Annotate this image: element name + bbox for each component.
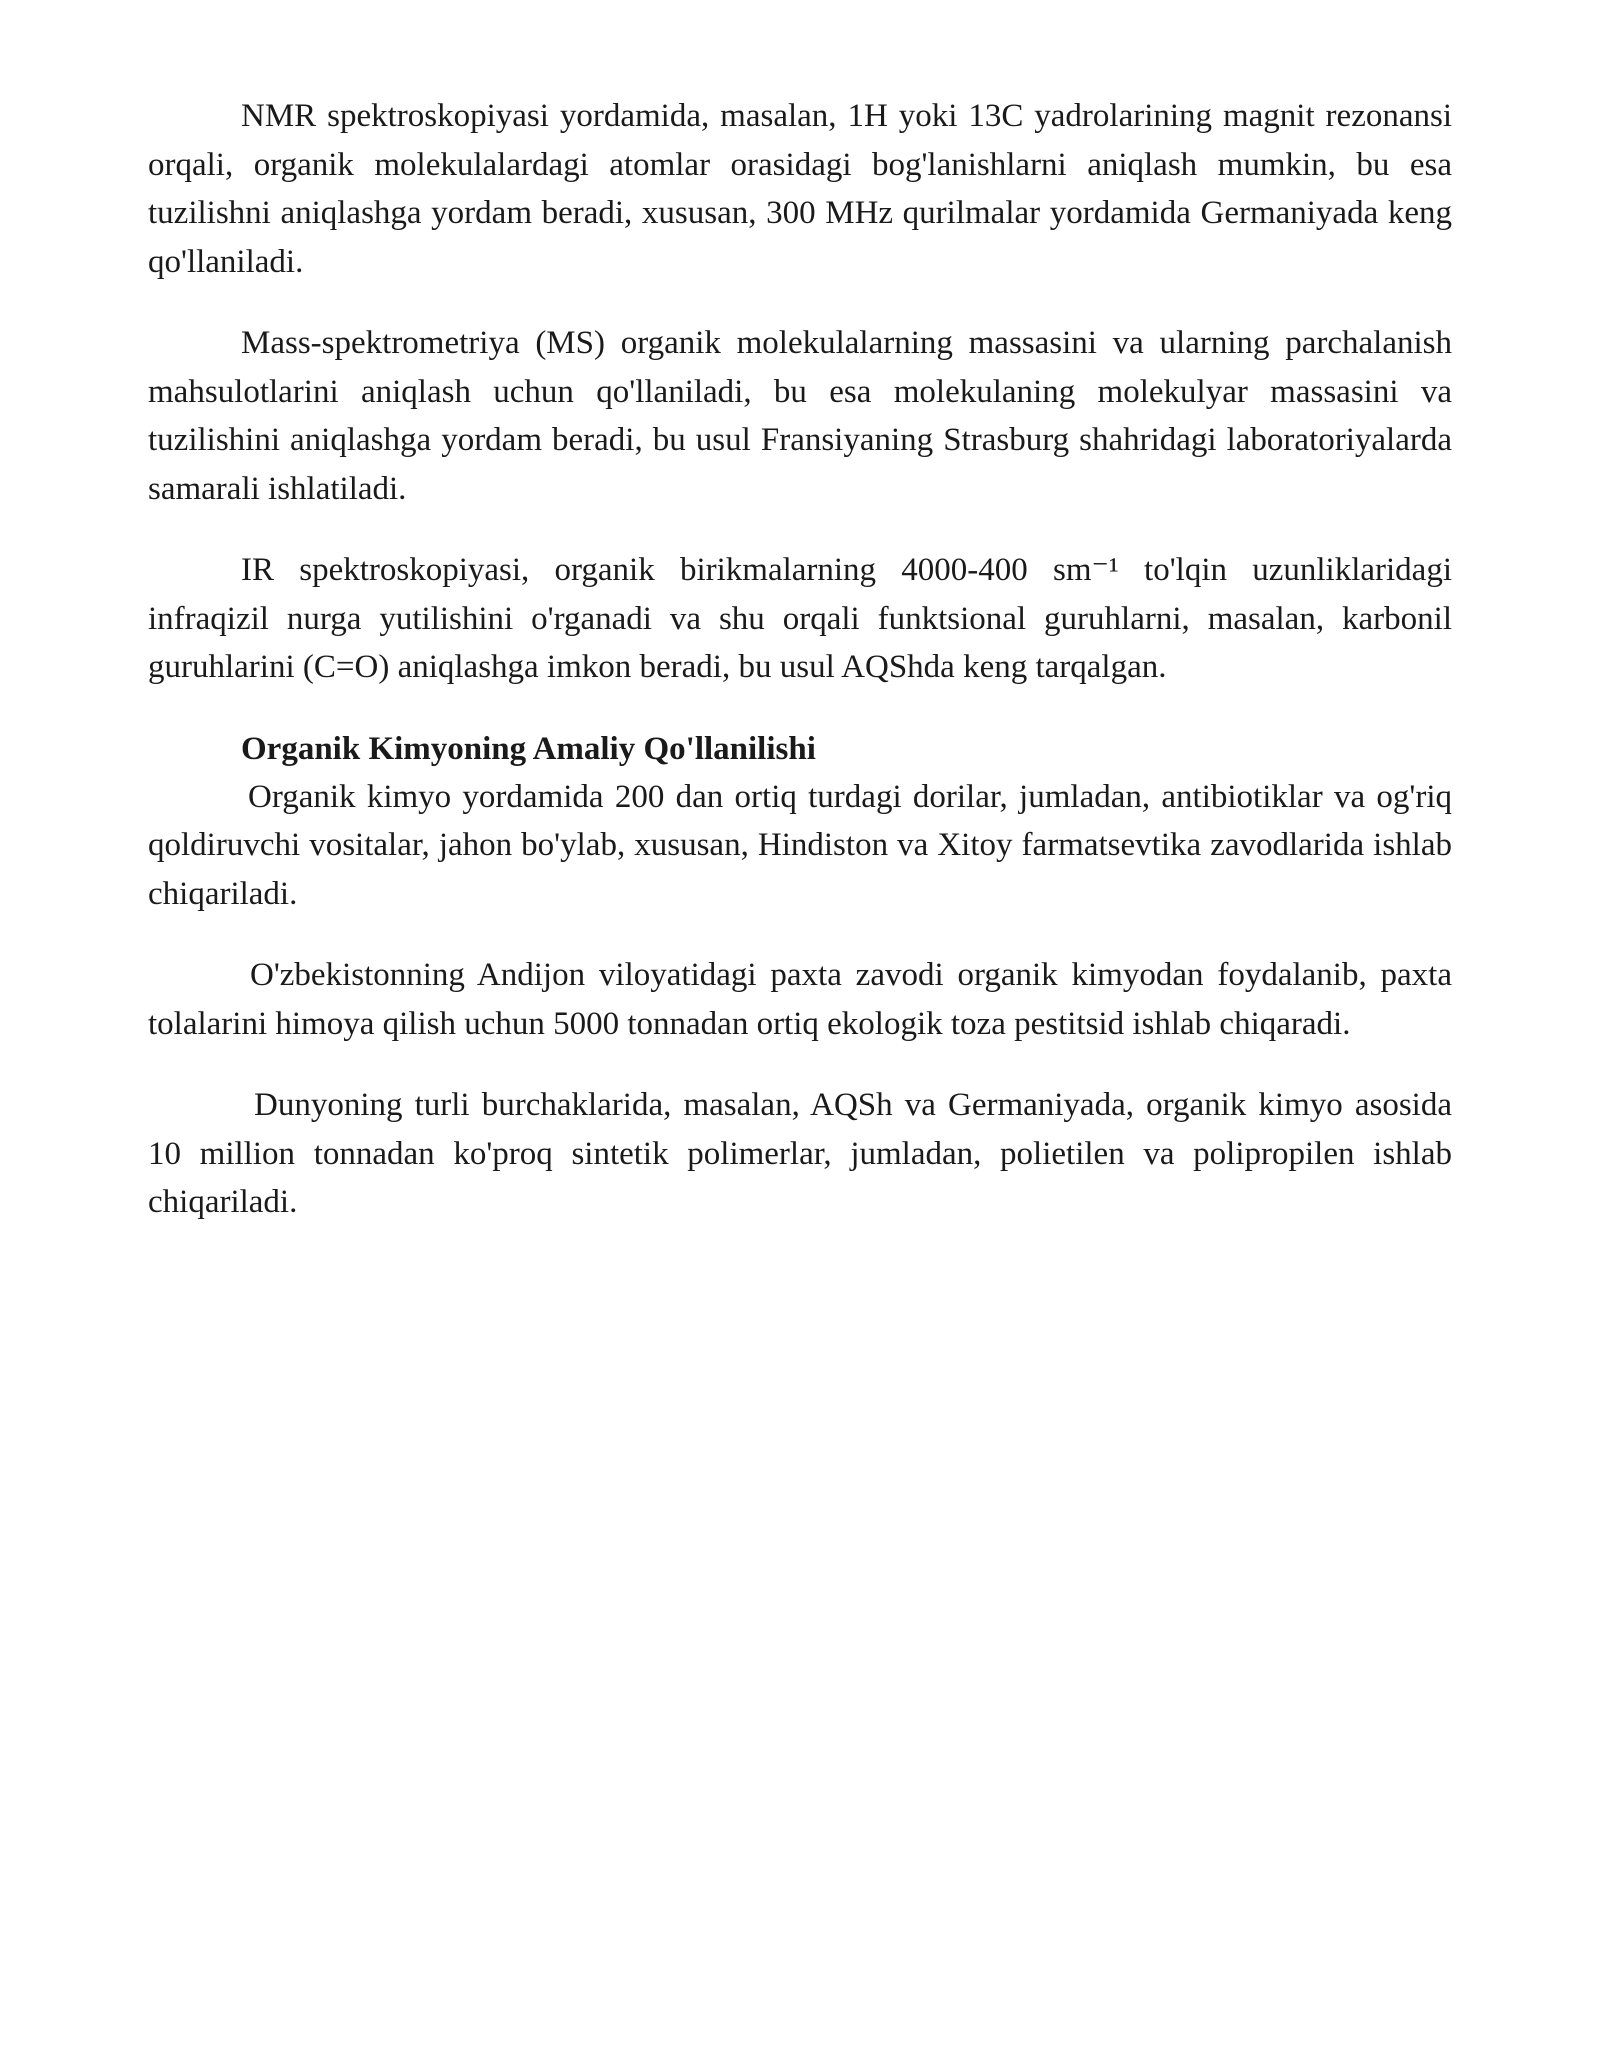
document-body xyxy=(148,92,1452,1260)
paragraph-polymers: Dunyoning turli burchaklarida, masalan, AQSh va Germaniyada, organik kimyo asosida 10 million tonnadan ko'proq sintetik polimerlar, jumladan, polietilen va polipropilen ishlab chiqariladi. xyxy=(148,1087,1452,1220)
paragraph-mass-spectrometry: Mass-spektrometriya (MS) organik molekulalarning massasini va ularning parchalanish mahsulotlarini aniqlash uchun qo'llaniladi, bu esa molekulaning molekulyar massasini va tuzilishini aniqlashga yordam beradi, bu usul Fransiyaning Strasburg shahridagi laboratoriyalarda samarali ishlatiladi. xyxy=(148,325,1452,507)
paragraph-nmr: NMR spektroskopiyasi yordamida, masalan, 1H yoki 13C yadrolarining magnit rezonansi orqali, organik molekulalardagi atomlar orasidagi bog'lanishlarni aniqlash mumkin, bu esa tuzilishni aniqlashga yordam beradi, xususan, 300 MHz qurilmalar yordamida Germaniyada keng qo'llaniladi. xyxy=(148,98,1452,280)
paragraph-ir-spectroscopy: IR spektroskopiyasi, organik birikmalarning 4000-400 sm⁻¹ to'lqin uzunliklaridagi infraqizil nurga yutilishini o'rganadi va shu orqali funktsional guruhlarni, masalan, karbonil guruhlarini (C=O) aniqlashga imkon beradi, bu usul AQShda keng tarqalgan. xyxy=(148,552,1452,685)
paragraph-cotton-factory: O'zbekistonning Andijon viloyatidagi paxta zavodi organik kimyodan foydalanib, paxta tolalarini himoya qilish uchun 5000 tonnadan ortiq ekologik toza pestitsid ishlab chiqaradi. xyxy=(148,957,1452,1042)
section-heading: Organik Kimyoning Amaliy Qo'llanilishi xyxy=(241,730,816,767)
paragraph-medicines: Organik kimyo yordamida 200 dan ortiq turdagi dorilar, jumladan, antibiotiklar va og'riq qoldiruvchi vositalar, jahon bo'ylab, xususan, Hindiston va Xitoy farmatsevtika zavodlarida ishlab chiqariladi. xyxy=(148,778,1452,912)
